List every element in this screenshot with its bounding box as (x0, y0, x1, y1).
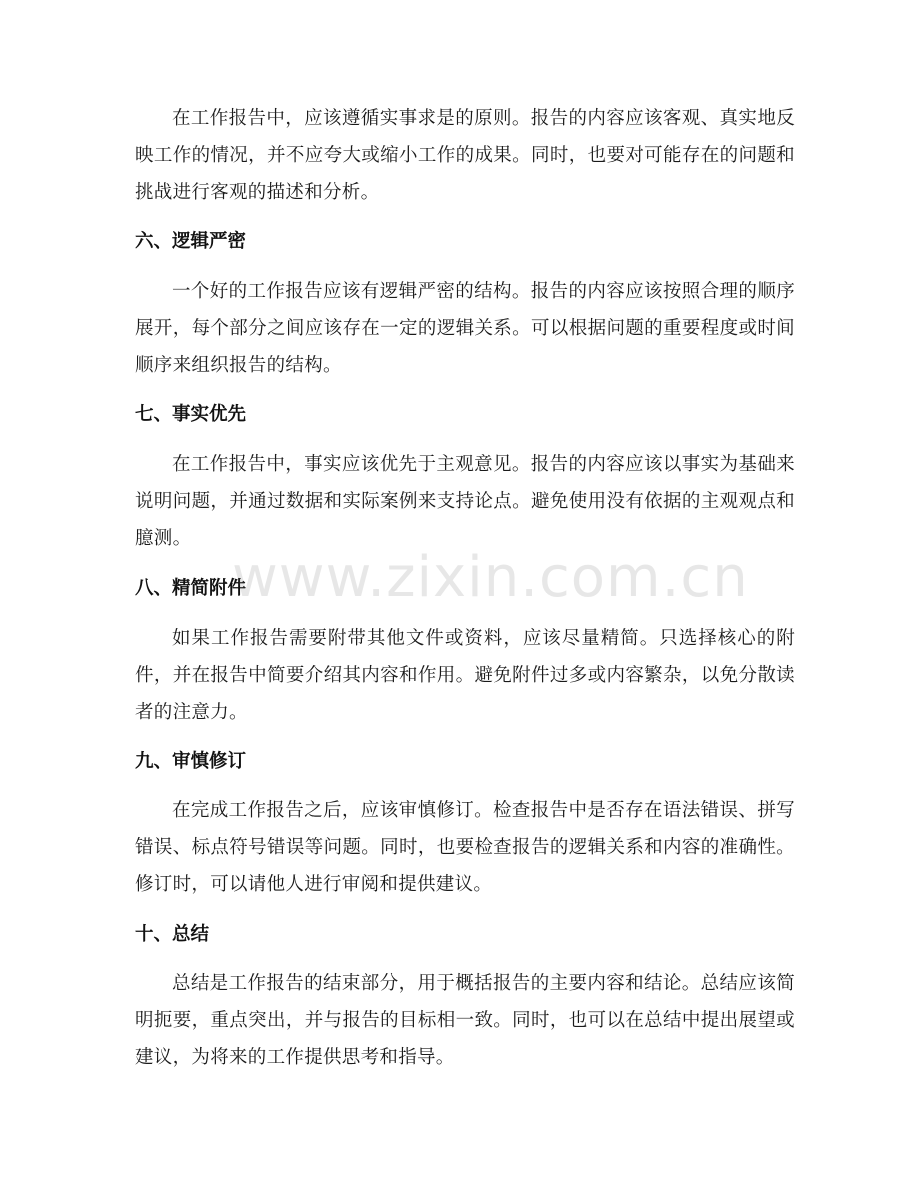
paragraph-intro: 在工作报告中，应该遵循实事求是的原则。报告的内容应该客观、真实地反映工作的情况，并不应夸大或缩小工作的成果。同时，也要对可能存在的问题和挑战进行客观的描述和分析。 (135, 108, 795, 203)
section-heading-6: 六、逻辑严密 (135, 231, 247, 252)
section-heading-9: 九、审慎修订 (135, 751, 247, 772)
paragraph-9: 在完成工作报告之后，应该审慎修订。检查报告中是否存在语法错误、拼写错误、标点符号错误等问题。同时，也要检查报告的逻辑关系和内容的准确性。修订时，可以请他人进行审阅和提供建议。 (135, 800, 795, 895)
paragraph-10: 总结是工作报告的结束部分，用于概括报告的主要内容和结论。总结应该简明扼要，重点突出，并与报告的目标相一致。同时，也可以在总结中提出展望或建议，为将来的工作提供思考和指导。 (135, 973, 795, 1068)
section-heading-10: 十、总结 (135, 924, 210, 945)
paragraph-7: 在工作报告中，事实应该优先于主观意见。报告的内容应该以事实为基础来说明问题，并通过数据和实际案例来支持论点。避免使用没有依据的主观观点和臆测。 (135, 454, 795, 549)
section-heading-7: 七、事实优先 (135, 404, 247, 425)
paragraph-6: 一个好的工作报告应该有逻辑严密的结构。报告的内容应该按照合理的顺序展开，每个部分之间应该存在一定的逻辑关系。可以根据问题的重要程度或时间顺序来组织报告的结构。 (135, 281, 795, 376)
watermark-text: www.zixin.com.cn (232, 545, 749, 610)
paragraph-8: 如果工作报告需要附带其他文件或资料，应该尽量精简。只选择核心的附件，并在报告中简要介绍其内容和作用。避免附件过多或内容繁杂，以免分散读者的注意力。 (135, 628, 795, 723)
section-heading-8: 八、精简附件 (135, 578, 247, 599)
